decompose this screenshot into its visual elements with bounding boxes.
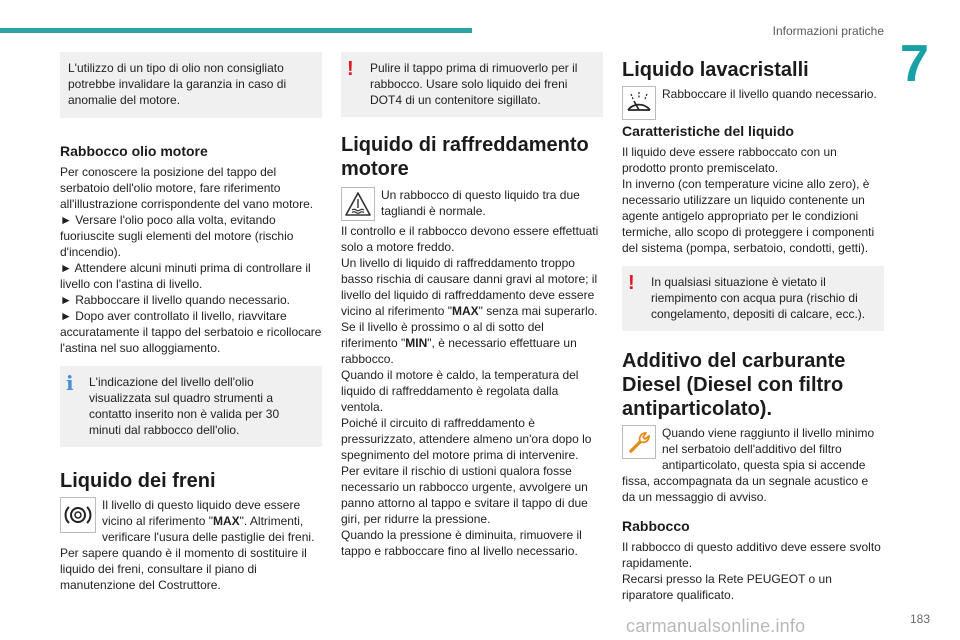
rabbocco-additivo-p1: Il rabbocco di questo additivo deve essere svolto rapidamente. xyxy=(622,540,881,570)
raffreddamento-p1: Il controllo e il rabbocco devono essere effettuati solo a motore freddo. xyxy=(341,224,599,254)
freni-text-a: Il livello di questo liquido deve essere vicino al riferimento " xyxy=(102,498,301,528)
rabbocco-olio-p3: ► Attendere alcuni minuti prima di controllare il livello con l'astina di livello. xyxy=(60,261,311,291)
heading-liquido-freni: Liquido dei freni xyxy=(60,470,216,492)
freni-text-c: Per sapere quando è il momento di sostituire il liquido dei freni, consultare il piano di manutenzione del Costruttore. xyxy=(60,546,307,592)
lavacristalli-intro: Rabboccare il livello quando necessario. xyxy=(662,87,877,101)
brake-warning-box xyxy=(341,52,603,117)
raff-min-label: MIN xyxy=(405,336,428,350)
heading-liquido-raffreddamento: Liquido di raffreddamento motore xyxy=(341,134,589,180)
washer-fluid-icon xyxy=(622,86,656,120)
oil-info-text: L'indicazione del livello dell'olio visualizzata sul quadro strumenti a contatto inserito non è valida per 30 minuti dal rabbocco dell'olio. xyxy=(89,375,280,437)
freni-text-b: ". Altrimenti, verificare l'usura delle pastiglie dei freni. xyxy=(102,514,315,544)
heading-caratteristiche: Caratteristiche del liquido xyxy=(622,123,794,139)
watermark: carmanualsonline.info xyxy=(626,616,806,636)
raffreddamento-p3 xyxy=(341,319,603,367)
page-number: 183 xyxy=(909,612,930,626)
caratteristiche-p1: Il liquido deve essere rabboccato con un prodotto pronto premiscelato. xyxy=(622,145,837,175)
rabbocco-olio-p5: ► Dopo aver controllato il livello, riavvitare accuratamente il tappo del serbatoio e ricollocare l'astina nel suo alloggiamento. xyxy=(60,309,322,355)
rabbocco-additivo-p2: Recarsi presso la Rete PEUGEOT o un riparatore qualificato. xyxy=(622,572,832,602)
rabbocco-olio-body xyxy=(60,164,322,356)
raff-p3-b: ", è necessario effettuare un rabbocco. xyxy=(341,336,577,366)
liquido-freni-body xyxy=(60,497,322,593)
column-3 xyxy=(622,52,884,603)
heading-rabbocco-additivo: Rabbocco xyxy=(622,518,690,534)
additivo-intro: Quando viene raggiunto il livello minimo nel serbatoio dell'additivo del filtro antiparticolato, questa spia si accende fissa, accompagnata da un segnale acustico e da un messaggio di avviso. xyxy=(622,426,875,504)
oil-note-box xyxy=(60,52,322,118)
raff-p2-b: " senza mai superarlo. xyxy=(478,304,598,318)
warning-icon: ! xyxy=(347,58,354,80)
rabbocco-olio-p4: ► Rabboccare il livello quando necessario. xyxy=(60,293,291,307)
warning-icon: ! xyxy=(628,272,635,294)
rabbocco-olio-p1: Per conoscere la posizione del tappo del serbatoio dell'olio motore, fare riferimento all'illustrazione corrispondente del vano motore. xyxy=(60,165,314,211)
raffreddamento-intro: Un rabbocco di questo liquido tra due tagliandi è normale. xyxy=(381,188,580,218)
rabbocco-olio-p2: ► Versare l'olio poco alla volta, evitando fuoriuscite sugli elementi del motore (rischio d'incendio). xyxy=(60,213,294,259)
freni-max-label: MAX xyxy=(212,514,240,528)
freni-text xyxy=(60,497,322,545)
heading-rabbocco-olio: Rabbocco olio motore xyxy=(60,143,208,159)
raff-max-label: MAX xyxy=(451,304,479,318)
raffreddamento-p5: Poiché il circuito di raffreddamento è pressurizzato, attendere almeno un'ora dopo lo spegnimento del motore prima di intervenire. xyxy=(341,416,592,462)
rabbocco-additivo-body xyxy=(622,539,884,603)
water-warning-text: In qualsiasi situazione è vietato il riempimento con acqua pura (rischio di congelamento, depositi di calcare, ecc.). xyxy=(651,275,866,321)
oil-note-text: L'utilizzo di un tipo di olio non consigliato potrebbe invalidare la garanzia in caso di anomalie del motore. xyxy=(68,61,287,107)
brake-warning-text: Pulire il tappo prima di rimuoverlo per il rabbocco. Usare solo liquido dei freni DOT4 di un contenitore sigillato. xyxy=(370,61,578,107)
heading-liquido-lavacristalli: Liquido lavacristalli xyxy=(622,59,809,81)
coolant-warning-icon xyxy=(341,187,375,221)
wrench-icon xyxy=(622,425,656,459)
column-2 xyxy=(341,52,603,559)
raffreddamento-p7: Quando la pressione è diminuita, rimuovere il tappo e rabboccare fino al livello necessario. xyxy=(341,528,582,558)
raffreddamento-body xyxy=(341,187,603,559)
lavacristalli-body xyxy=(622,86,884,102)
heading-additivo: Additivo del carburante Diesel (Diesel con filtro antiparticolato). xyxy=(622,350,846,420)
section-title: Informazioni pratiche xyxy=(772,24,884,38)
raffreddamento-p4: Quando il motore è caldo, la temperatura del liquido di raffreddamento è regolata dalla ventola. xyxy=(341,368,579,414)
caratteristiche-p2: In inverno (con temperature vicine allo zero), è necessario utilizzare un liquido contenente un agente antigelo appropriato per le condizioni termiche, allo scopo di proteggere i componenti del sistema (pompa, serbatoio, condotti, getti). xyxy=(622,177,875,255)
raffreddamento-p6: Per evitare il rischio di ustioni qualora fosse necessario un rabbocco urgente, avvolgere un panno attorno al tappo e svitare il tappo di due giri, per ridurre la pressione. xyxy=(341,464,588,526)
oil-info-box xyxy=(60,366,322,447)
chapter-number: 7 xyxy=(900,35,929,93)
raff-p3-a: Se il livello è prossimo o al di sotto del riferimento " xyxy=(341,320,544,350)
brake-fluid-icon xyxy=(60,497,96,533)
caratteristiche-body xyxy=(622,144,884,256)
raffreddamento-p2 xyxy=(341,255,603,319)
info-icon: i xyxy=(66,371,74,395)
water-warning-box xyxy=(622,266,884,331)
header-accent-bar xyxy=(0,28,472,33)
raff-p2-a: Un livello di liquido di raffreddamento troppo basso rischia di causare danni gravi al motore; il livello del liquido di raffreddamento deve essere vicino al riferimento " xyxy=(341,256,598,318)
column-1 xyxy=(60,52,322,593)
additivo-body xyxy=(622,425,884,505)
